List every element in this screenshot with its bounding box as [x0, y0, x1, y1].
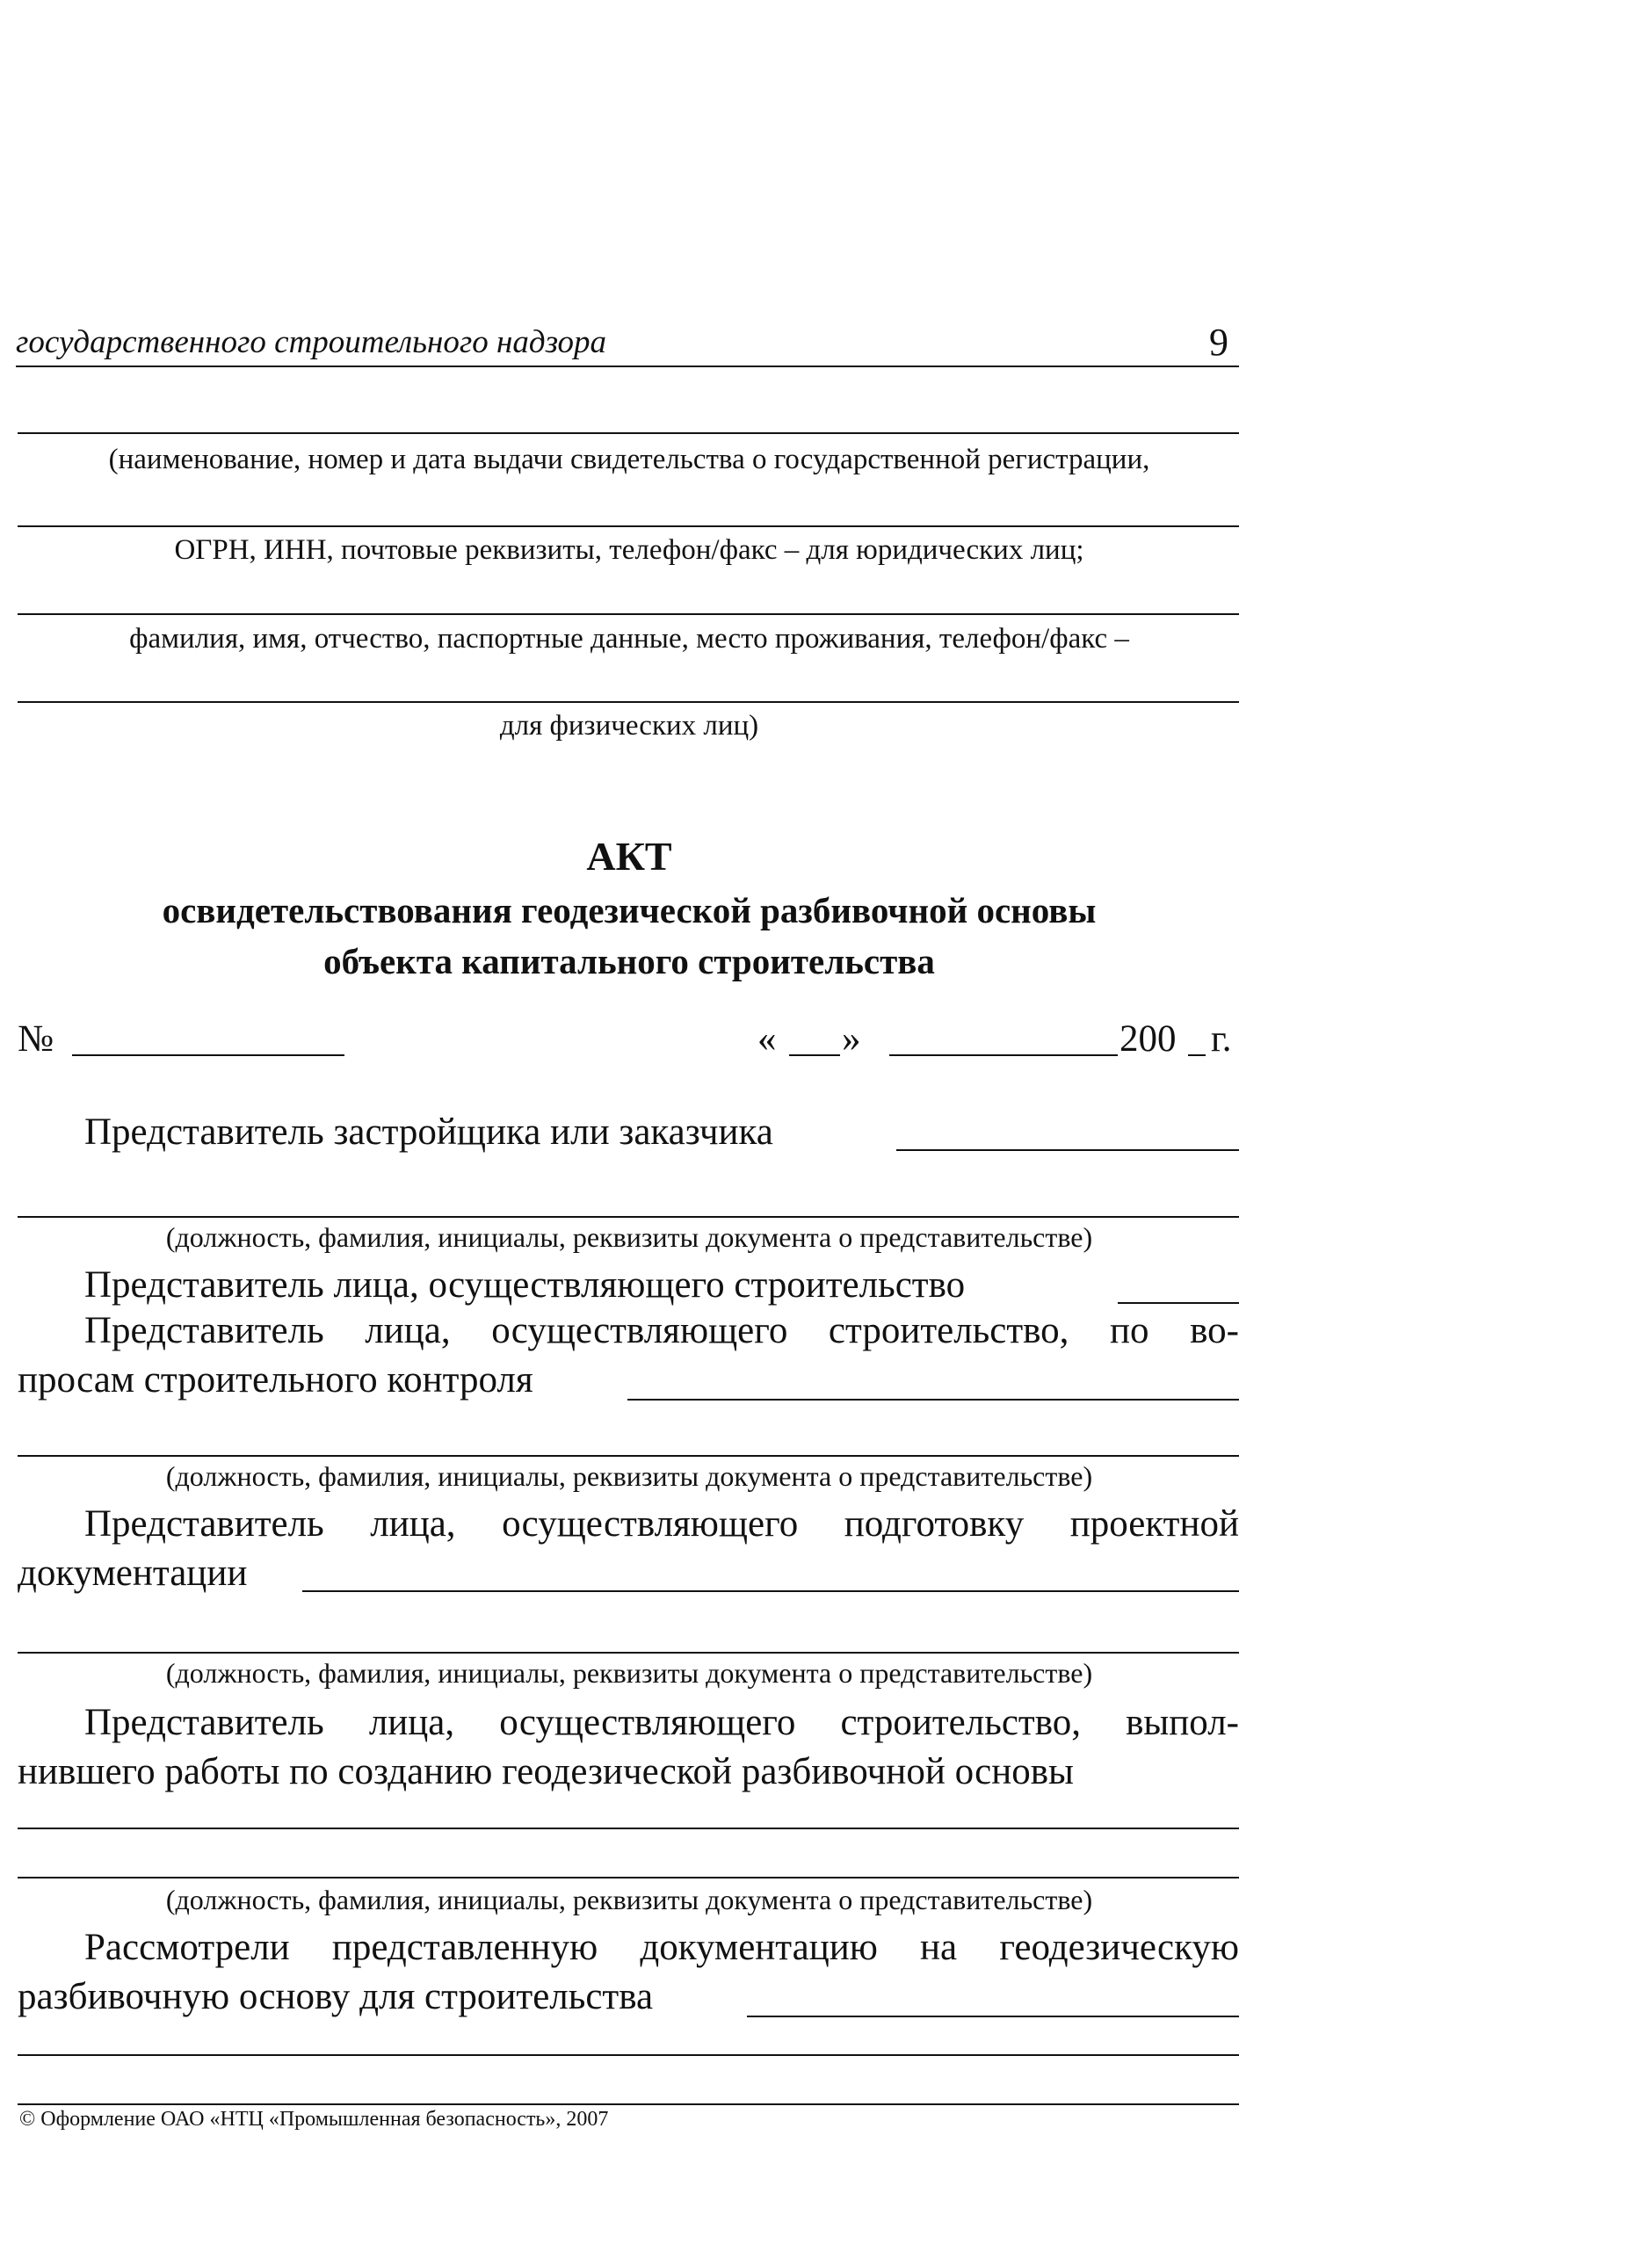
header-rule [16, 366, 1239, 367]
geo-rep-label-line-2: нившего работы по созданию геодезической разбивочной основы [18, 1751, 1074, 1792]
date-close-quote: » [842, 1018, 861, 1060]
act-number-field[interactable] [72, 1054, 344, 1056]
date-year-digit-field[interactable] [1188, 1054, 1206, 1056]
copyright-footer: © Оформление ОАО «НТЦ «Промышленная безопасность», 2007 [19, 2108, 609, 2131]
customer-rep-label: Представитель застройщика или заказчика [84, 1111, 773, 1153]
builder-rep-field[interactable] [1118, 1302, 1239, 1304]
customer-rep-field-2[interactable] [18, 1216, 1239, 1218]
reviewed-field[interactable] [747, 2016, 1239, 2017]
geo-rep-field-2[interactable] [18, 1877, 1239, 1878]
control-rep-label-line-1: Представитель лица, осуществляющего строительство, по во- [84, 1310, 1239, 1351]
reviewed-field-3[interactable] [18, 2103, 1239, 2105]
requisites-caption-2: ОГРН, ИНН, почтовые реквизиты, телефон/факс – для юридических лиц; [174, 534, 1084, 566]
date-month-field[interactable] [889, 1054, 1118, 1056]
design-rep-field-2[interactable] [18, 1652, 1239, 1654]
document-subtitle-line-2: объекта капитального строительства [323, 941, 935, 981]
requisites-caption-3: фамилия, имя, отчество, паспортные данные, место проживания, телефон/факс – [129, 623, 1129, 655]
reviewed-label-line-1: Рассмотрели представленную документацию на геодезическую [84, 1927, 1239, 1968]
date-year-suffix: г. [1211, 1018, 1232, 1060]
requisites-fill-line-4[interactable] [18, 701, 1239, 703]
control-rep-caption: (должность, фамилия, инициалы, реквизиты документа о представительстве) [165, 1460, 1093, 1492]
reviewed-label-line-2: разбивочную основу для строительства [18, 1976, 654, 2017]
date-open-quote: « [757, 1018, 777, 1060]
customer-rep-caption: (должность, фамилия, инициалы, реквизиты документа о представительстве) [165, 1221, 1093, 1253]
date-year-prefix: 200 [1119, 1018, 1177, 1060]
design-rep-label-line-2: документации [18, 1553, 248, 1594]
requisites-fill-line-3[interactable] [18, 613, 1239, 615]
control-rep-field[interactable] [627, 1399, 1239, 1401]
date-day-field[interactable] [789, 1054, 840, 1056]
document-subtitle-line-1: освидетельствования геодезической разбивочной основы [162, 890, 1097, 930]
builder-rep-label: Представитель лица, осуществляющего строительство [84, 1264, 966, 1306]
design-rep-label-line-1: Представитель лица, осуществляющего подготовку проектной [84, 1503, 1239, 1545]
running-header-title: государственного строительного надзора [16, 324, 607, 360]
design-rep-caption: (должность, фамилия, инициалы, реквизиты документа о представительстве) [165, 1657, 1093, 1689]
customer-rep-field[interactable] [896, 1149, 1239, 1151]
control-rep-label-line-2: просам строительного контроля [18, 1359, 533, 1401]
requisites-caption-4: для физических лиц) [499, 710, 759, 742]
requisites-caption-1: (наименование, номер и дата выдачи свидетельства о государственной регистрации, [108, 444, 1150, 475]
design-rep-field[interactable] [302, 1590, 1239, 1592]
geo-rep-label-line-1: Представитель лица, осуществляющего строительство, выпол- [84, 1702, 1239, 1743]
document-title: АКТ [586, 834, 672, 879]
requisites-fill-line-1[interactable] [18, 432, 1239, 434]
control-rep-field-2[interactable] [18, 1455, 1239, 1457]
reviewed-field-2[interactable] [18, 2054, 1239, 2056]
geo-rep-field-1[interactable] [18, 1828, 1239, 1829]
page-number: 9 [1209, 321, 1228, 364]
requisites-fill-line-2[interactable] [18, 525, 1239, 527]
number-sign: № [18, 1018, 54, 1060]
geo-rep-caption: (должность, фамилия, инициалы, реквизиты документа о представительстве) [165, 1884, 1093, 1915]
